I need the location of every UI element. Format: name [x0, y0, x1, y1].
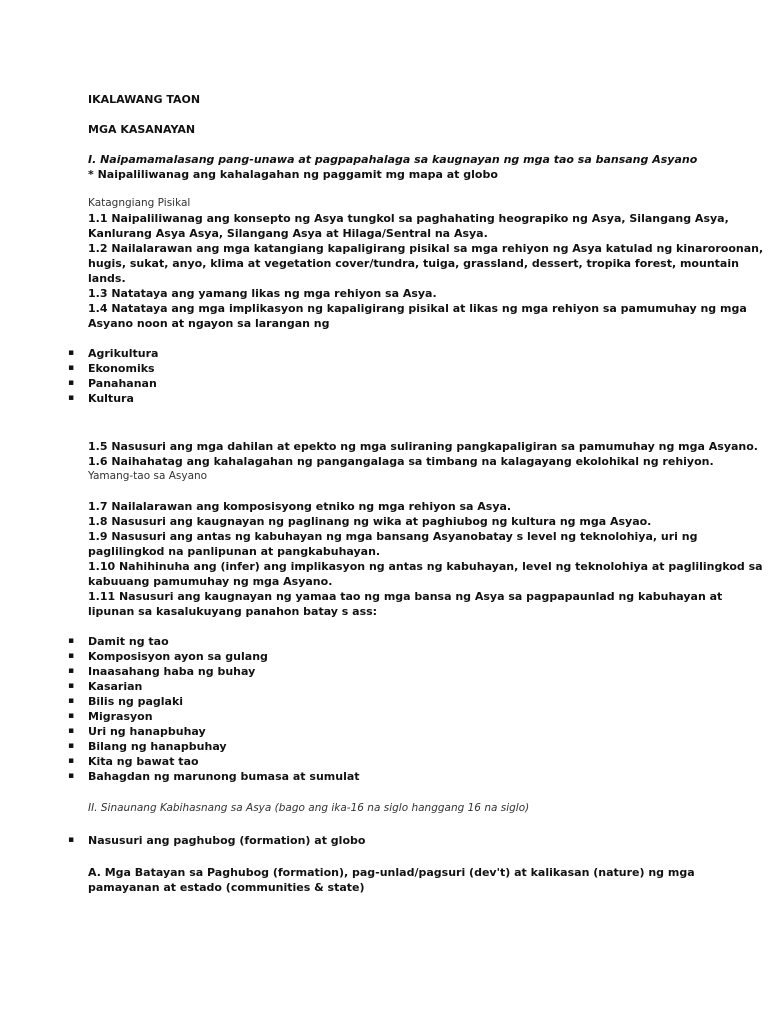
bullet-text: Panahanan	[88, 377, 157, 390]
bullet-text: Agrikultura	[88, 347, 159, 360]
paragraph-line: 1.7 Nailalarawan ang komposisyong etniko ng mga rehiyon sa Asya.	[88, 500, 512, 513]
bullet-text: Kita ng bawat tao	[88, 755, 199, 768]
subhead-physical: Katagngiang Pisikal	[88, 197, 191, 209]
bullet-item	[68, 346, 688, 361]
bullet-square-icon: ▪	[68, 711, 75, 721]
paragraph-line: 1.4 Natataya ang mga implikasyon ng kapaligirang pisikal at likas ng mga rehiyon sa pamumuhay ng mga	[88, 302, 747, 315]
bullet-text: Inaasahang haba ng buhay	[88, 665, 256, 678]
bullet-item	[68, 739, 688, 754]
paragraph-line: 1.1 Naipaliliwanag ang konsepto ng Asya tungkol sa paghahating heograpiko ng Asya, Silangang Asya,	[88, 212, 729, 225]
bullet-square-icon: ▪	[68, 363, 75, 373]
bullet-item	[68, 679, 688, 694]
paragraph-line: pamayanan at estado (communities & state)	[88, 881, 365, 894]
paragraph-line: hugis, sukat, anyo, klima at vegetation cover/tundra, tuiga, grassland, dessert, tropika forest, mountain	[88, 257, 739, 270]
subhead-human: Yamang-tao sa Asyano	[88, 470, 208, 482]
paragraph-line: kabuuang pamumuhay ng mga Asyano.	[88, 575, 333, 588]
heading-skills: MGA KASANAYAN	[88, 123, 196, 136]
bullet-item	[68, 376, 688, 391]
paragraph-line: 1.6 Naihahatag ang kahalagahan ng pangangalaga sa timbang na kalagayang ekolohikal ng rehiyon.	[88, 455, 714, 468]
bullet-list-demographics	[68, 634, 688, 784]
bullet-square-icon: ▪	[68, 681, 75, 691]
paragraph-line: 1.9 Nasusuri ang antas ng kabuhayan ng mga bansang Asyanobatay s level ng teknolohiya, uri ng	[88, 530, 698, 543]
bullet-square-icon: ▪	[68, 666, 75, 676]
bullet-square-icon: ▪	[68, 726, 75, 736]
document-body	[68, 92, 764, 895]
bullet-text: Bilis ng paglaki	[88, 695, 184, 708]
bullet-list-formation	[68, 833, 688, 848]
items-environment	[88, 439, 758, 469]
bullet-square-icon: ▪	[68, 393, 75, 403]
bullet-square-icon: ▪	[68, 378, 75, 388]
bullet-item	[68, 664, 688, 679]
bullet-item	[68, 833, 688, 848]
bullet-square-icon: ▪	[68, 835, 75, 845]
bullet-item	[68, 724, 688, 739]
bullet-item	[68, 694, 688, 709]
paragraph-line: 1.2 Nailalarawan ang mga katangiang kapaligirang pisikal sa mga rehiyon ng Asya katulad ng kinaroroonan,	[88, 242, 764, 255]
paragraph-line: Asyano noon at ngayon sa larangan ng	[88, 317, 330, 330]
bullet-square-icon: ▪	[68, 348, 75, 358]
items-physical	[88, 211, 764, 331]
bullet-text: Kultura	[88, 392, 134, 405]
paragraph-line: 1.8 Nasusuri ang kaugnayan ng paglinang ng wika at paghiubog ng kultura ng mga Asyao.	[88, 515, 652, 528]
bullet-item	[68, 634, 688, 649]
paragraph-line: lands.	[88, 272, 126, 285]
bullet-item	[68, 361, 688, 376]
paragraph-line: 1.10 Nahihinuha ang (infer) ang implikasyon ng antas ng kabuhayan, level ng teknolohiya at paglilingkod sa	[88, 560, 763, 573]
section2-title: II. Sinaunang Kabihasnang sa Asya (bago ang ika-16 na siglo hanggang 16 na siglo)	[88, 802, 530, 814]
bullet-square-icon: ▪	[68, 651, 75, 661]
bullet-item	[68, 391, 688, 406]
paragraph-line: paglilingkod na panlipunan at pangkabuhayan.	[88, 545, 381, 558]
heading-year: IKALAWANG TAON	[88, 93, 201, 106]
items-human	[88, 499, 763, 619]
paragraph-line: 1.11 Nasusuri ang kaugnayan ng yamaa tao ng mga bansa ng Asya sa pagpapaunlad ng kabuhayan at	[88, 590, 723, 603]
bullet-text: Komposisyon ayon sa gulang	[88, 650, 268, 663]
bullet-text: Kasarian	[88, 680, 143, 693]
bullet-item	[68, 754, 688, 769]
section1-note: * Naipaliliwanag ang kahalagahan ng paggamit mg mapa at globo	[88, 168, 498, 181]
bullet-text: Uri ng hanapbuhay	[88, 725, 206, 738]
bullet-text: Ekonomiks	[88, 362, 155, 375]
paragraph-line: Kanlurang Asya Asya, Silangang Asya at Hilaga/Sentral na Asya.	[88, 227, 488, 240]
bullet-item	[68, 649, 688, 664]
bullet-square-icon: ▪	[68, 771, 75, 781]
bullet-text: Bilang ng hanapbuhay	[88, 740, 227, 753]
bullet-text: Migrasyon	[88, 710, 153, 723]
bullet-text: Damit ng tao	[88, 635, 169, 648]
bullet-square-icon: ▪	[68, 636, 75, 646]
paragraph-line: A. Mga Batayan sa Paghubog (formation), pag-unlad/pagsuri (dev't) at kalikasan (nature) ng mga	[88, 866, 695, 879]
bullet-square-icon: ▪	[68, 756, 75, 766]
bullet-list-sectors	[68, 346, 688, 406]
bullet-item	[68, 769, 688, 784]
paragraph-line: lipunan sa kasalukuyang panahon batay s ass:	[88, 605, 378, 618]
bullet-square-icon: ▪	[68, 696, 75, 706]
bullet-square-icon: ▪	[68, 741, 75, 751]
bullet-item	[68, 709, 688, 724]
section1-title: I. Naipamamalasang pang-unawa at pagpapahalaga sa kaugnayan ng mga tao sa bansang Asyano	[88, 153, 698, 166]
bullet-text: Bahagdan ng marunong bumasa at sumulat	[88, 770, 360, 783]
section2-item-a	[88, 865, 695, 895]
paragraph-line: 1.3 Natataya ang yamang likas ng mga rehiyon sa Asya.	[88, 287, 437, 300]
bullet-text: Nasusuri ang paghubog (formation) at globo	[88, 834, 366, 847]
paragraph-line: 1.5 Nasusuri ang mga dahilan at epekto ng mga suliraning pangkapaligiran sa pamumuhay ng mga Asyano.	[88, 440, 758, 453]
